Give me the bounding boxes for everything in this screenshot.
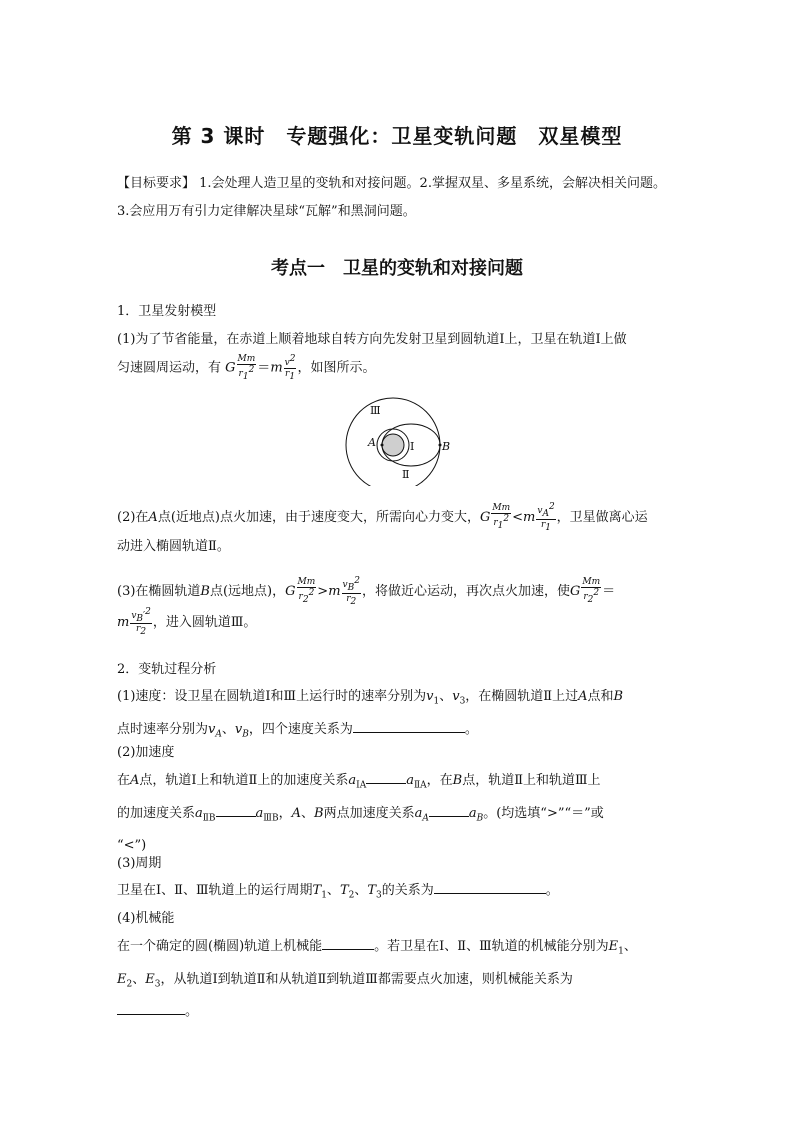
page-title: 第 3 课时 专题强化：卫星变轨问题 双星模型 [171, 124, 623, 148]
paragraph-1-text: 匀速圆周运动，有 [117, 360, 222, 376]
paragraph-6-line-3: “<”) [117, 838, 147, 854]
paragraph-3 [117, 576, 682, 637]
paragraph-1-tail: ，如图所示。 [297, 360, 376, 376]
p8-text-2: 的关系为 [381, 883, 434, 898]
paragraph-10-line-2: $E_2$、$E_3$，从轨道Ⅰ到轨道Ⅱ和从轨道Ⅱ到轨道Ⅲ都需要点火加速，则机械能关系为 [117, 971, 573, 990]
p10-text-end: 。 [185, 1004, 199, 1020]
subheading-period: (3)周期 [117, 856, 162, 871]
p6-text-6: ， [278, 805, 292, 821]
learning-goals [117, 170, 687, 226]
blank-velocity-relation[interactable] [353, 718, 465, 733]
p6-text-1: 在 [117, 773, 131, 788]
section-heading: 考点一 卫星的变轨和对接问题 [271, 258, 523, 279]
paragraph-3-line-1: (3)在椭圆轨道B点(远地点)，G $\frac{Mm}{r_2^2}$ >m $\frac{v_B^2}{r_2}$ ，将做近心运动，再次点火加速，使G $\frac{Mm}{r_2^2}$ ＝ [117, 576, 616, 607]
p3-text-tail: ，进入圆轨道Ⅲ。 [152, 614, 257, 630]
p2-text-end: ，卫星做离心运 [556, 509, 648, 525]
p4-text-2: ，在椭圆轨道Ⅱ上过 [465, 689, 579, 704]
paragraph-2-line-2: 动进入椭圆轨道Ⅱ。 [117, 538, 230, 554]
subheading-acceleration: (2)加速度 [117, 745, 175, 760]
paragraph-6 [117, 767, 682, 860]
blank-accel-B[interactable] [216, 802, 256, 817]
paragraph-2 [117, 502, 682, 561]
p3-text-mid: 点(远地点)， [209, 583, 286, 599]
goals-line-2: 3.会应用万有引力定律解决星球“瓦解”和黑洞问题。 [117, 204, 416, 219]
paragraph-1 [117, 326, 682, 382]
paragraph-8: 卫星在Ⅰ、Ⅱ、Ⅲ轨道上的运行周期$T_1$、$T_2$、$T_3$的关系为 。 [117, 877, 682, 910]
blank-accel-AB[interactable] [429, 802, 469, 817]
p6-text-4: 点，轨道Ⅱ上和轨道Ⅲ上 [462, 773, 601, 788]
p3-point-B: B [200, 583, 210, 599]
blank-energy-constant[interactable] [322, 935, 374, 950]
p8-text-1: 卫星在Ⅰ、Ⅱ、Ⅲ轨道上的运行周期 [117, 883, 313, 898]
p4-text: (1)速度：设卫星在圆轨道Ⅰ和Ⅲ上运行时的速率分别为 [117, 689, 427, 704]
p4-text-end: 。 [464, 721, 478, 737]
blank-energy-relation[interactable] [117, 1000, 185, 1015]
paragraph-2-line-1: (2)在A点(近地点)点火加速，由于速度变大，所需向心力变大，G $\frac{Mm}{r_1^2}$ <m $\frac{v_A^2}{r_1}$ ，卫星做离心运 [117, 502, 648, 533]
point-A [381, 444, 384, 447]
paragraph-1-line-1: (1)为了节省能量，在赤道上顺着地球自转方向先发射卫星到圆轨道Ⅰ上，卫星在轨道Ⅰ上做 [117, 332, 627, 347]
p2-text: (2)在 [117, 509, 149, 525]
goals-tag: 【目标要求】 [117, 176, 196, 191]
p2-text-mid: 点(近地点)点火加速，由于速度变大，所需向心力变大， [157, 509, 480, 525]
p10-text-3: ，从轨道Ⅰ到轨道Ⅱ和从轨道Ⅱ到轨道Ⅲ都需要点火加速，则机械能关系为 [160, 971, 573, 987]
paragraph-10-line-3 [117, 998, 682, 1026]
blank-accel-A[interactable] [366, 769, 406, 784]
subheading-orbit-change: 2．变轨过程分析 [117, 662, 217, 677]
label-B: B [442, 440, 451, 453]
p4-text-5: ，四个速度关系为 [248, 721, 353, 737]
paragraph-4-line-1: (1)速度：设卫星在圆轨道Ⅰ和Ⅲ上运行时的速率分别为$v_1$、$v_3$，在椭圆轨道Ⅱ上过A点和B [117, 689, 624, 707]
paragraph-10 [117, 933, 682, 1026]
p2-point-A: A [148, 509, 158, 525]
goals-line-1: 1.会处理人造卫星的变轨和对接问题。2.掌握双星、多星系统，会解决相关问题。 [199, 176, 666, 191]
p6-text-2: 点，轨道Ⅰ上和轨道Ⅱ上的加速度关系 [139, 773, 349, 788]
label-A: A [368, 436, 376, 449]
paragraph-6-line-1: 在A点，轨道Ⅰ上和轨道Ⅱ上的加速度关系$a_{ⅠA}$ $a_{ⅡA}$，在B点，轨道Ⅱ上和轨道Ⅲ上 [117, 767, 682, 800]
p10-text-2: 。若卫星在Ⅰ、Ⅱ、Ⅲ轨道的机械能分别为 [374, 939, 609, 954]
p3-text-end: ，将做近心运动，再次点火加速，使 [361, 583, 570, 599]
p4-text-3: 点和 [587, 689, 614, 704]
p10-text-1: 在一个确定的圆(椭圆)轨道上机械能 [117, 939, 323, 954]
p6-text-5: 的加速度关系 [117, 805, 196, 821]
p3-text: (3)在椭圆轨道 [117, 583, 201, 599]
paragraph-6-line-2: 的加速度关系$a_{ⅡB}$ $a_{ⅢB}$，A、B两点加速度关系$a_A$ $a_B$。(均选填“>”“＝”或 [117, 800, 682, 833]
paragraph-1-line-2: 匀速圆周运动，有 G $\frac{Mm}{r_1^2}$ ＝m $\frac{v^2}{r_1}$ ，如图所示。 [117, 354, 376, 382]
paragraph-10-line-1: 在一个确定的圆(椭圆)轨道上机械能 。若卫星在Ⅰ、Ⅱ、Ⅲ轨道的机械能分别为$E_1$、 [117, 933, 682, 966]
p4-text-4: 点时速率分别为 [117, 721, 209, 737]
label-orbit-I: Ⅰ [410, 440, 415, 453]
earth [382, 434, 404, 456]
p6-text-7: 两点加速度关系 [323, 805, 415, 821]
label-orbit-III: Ⅲ [370, 404, 381, 417]
label-orbit-II: Ⅱ [402, 468, 410, 481]
p8-text-end: 。 [545, 883, 559, 898]
blank-period-relation[interactable] [434, 879, 546, 894]
subheading-mechanical-energy: (4)机械能 [117, 911, 175, 926]
p6-text-3: ，在 [426, 773, 453, 788]
subheading-launch-model: 1．卫星发射模型 [117, 304, 217, 319]
orbit-diagram [340, 396, 470, 486]
p6-text-8: 。(均选填“>”“＝”或 [483, 805, 604, 821]
paragraph-4-line-2: 点时速率分别为$v_A$、$v_B$，四个速度关系为 。 [117, 716, 682, 749]
paragraph-3-line-2: m $\frac{v_B'^2}{r_2}$ ，进入圆轨道Ⅲ。 [117, 606, 257, 638]
